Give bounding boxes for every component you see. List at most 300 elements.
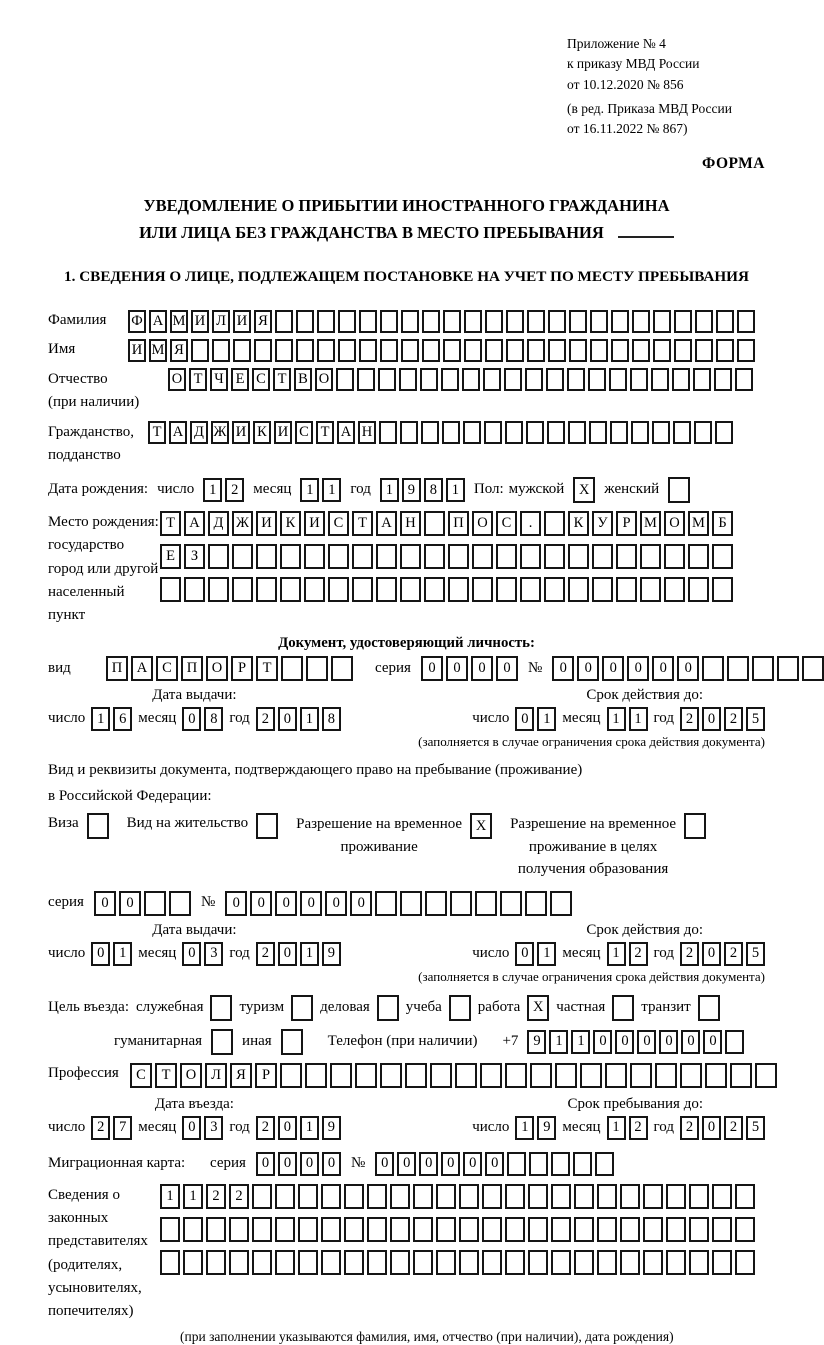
char-box[interactable]: О — [206, 656, 228, 681]
char-box[interactable]: Т — [256, 656, 278, 681]
char-box[interactable] — [616, 544, 637, 569]
char-box[interactable]: У — [592, 511, 613, 536]
char-box[interactable] — [208, 577, 229, 602]
char-box[interactable]: 1 — [537, 707, 556, 731]
char-box[interactable]: 2 — [680, 1116, 699, 1140]
char-box[interactable] — [449, 995, 471, 1021]
char-box[interactable] — [390, 1184, 410, 1209]
char-box[interactable] — [448, 544, 469, 569]
char-box[interactable]: М — [170, 310, 188, 333]
char-box[interactable]: 1 — [607, 1116, 626, 1140]
char-box[interactable] — [611, 310, 629, 333]
char-box[interactable]: 1 — [322, 478, 341, 502]
char-box[interactable]: 0 — [652, 656, 674, 681]
char-box[interactable] — [802, 656, 824, 681]
char-box[interactable] — [482, 1217, 502, 1242]
char-box[interactable] — [229, 1250, 249, 1275]
char-box[interactable]: 1 — [183, 1184, 203, 1209]
purpose-work-checkbox[interactable] — [527, 995, 549, 1021]
char-box[interactable]: . — [520, 511, 541, 536]
char-box[interactable]: Л — [212, 310, 230, 333]
char-box[interactable] — [359, 339, 377, 362]
char-box[interactable] — [338, 339, 356, 362]
migration-series-input[interactable] — [256, 1152, 341, 1176]
char-box[interactable] — [643, 1184, 663, 1209]
char-box[interactable] — [405, 1063, 427, 1088]
char-box[interactable] — [702, 656, 724, 681]
char-box[interactable] — [655, 1063, 677, 1088]
char-box[interactable]: 0 — [278, 942, 297, 966]
char-box[interactable] — [233, 339, 251, 362]
char-box[interactable] — [569, 310, 587, 333]
char-box[interactable]: 1 — [446, 478, 465, 502]
char-box[interactable] — [664, 544, 685, 569]
char-box[interactable] — [620, 1217, 640, 1242]
char-box[interactable]: 0 — [397, 1152, 416, 1176]
char-box[interactable] — [588, 368, 606, 391]
char-box[interactable] — [459, 1217, 479, 1242]
char-box[interactable] — [632, 310, 650, 333]
char-box[interactable] — [232, 544, 253, 569]
char-box[interactable]: 1 — [629, 707, 648, 731]
char-box[interactable]: 1 — [300, 478, 319, 502]
char-box[interactable]: 0 — [325, 891, 347, 916]
char-box[interactable]: 0 — [300, 1152, 319, 1176]
birth-place-input-row3[interactable] — [160, 577, 733, 602]
char-box[interactable] — [376, 544, 397, 569]
char-box[interactable] — [672, 368, 690, 391]
char-box[interactable] — [442, 421, 460, 444]
char-box[interactable] — [344, 1250, 364, 1275]
char-box[interactable] — [735, 1250, 755, 1275]
char-box[interactable] — [212, 339, 230, 362]
char-box[interactable] — [530, 1063, 552, 1088]
char-box[interactable] — [737, 339, 755, 362]
char-box[interactable]: X — [470, 813, 492, 839]
char-box[interactable] — [688, 544, 709, 569]
char-box[interactable] — [544, 511, 565, 536]
stay-day-input[interactable] — [515, 1116, 556, 1140]
char-box[interactable]: 5 — [746, 1116, 765, 1140]
char-box[interactable]: Т — [160, 511, 181, 536]
char-box[interactable] — [569, 339, 587, 362]
char-box[interactable] — [232, 577, 253, 602]
char-box[interactable] — [528, 1217, 548, 1242]
char-box[interactable] — [496, 544, 517, 569]
char-box[interactable] — [252, 1217, 272, 1242]
char-box[interactable] — [355, 1063, 377, 1088]
char-box[interactable] — [666, 1184, 686, 1209]
char-box[interactable]: 0 — [91, 942, 110, 966]
char-box[interactable] — [400, 544, 421, 569]
char-box[interactable]: А — [376, 511, 397, 536]
purpose-official-checkbox[interactable] — [210, 995, 232, 1021]
birth-place-input-row1[interactable] — [160, 511, 733, 536]
char-box[interactable] — [184, 577, 205, 602]
char-box[interactable] — [653, 310, 671, 333]
char-box[interactable] — [413, 1250, 433, 1275]
entry-year-input[interactable] — [256, 1116, 341, 1140]
char-box[interactable]: 5 — [746, 942, 765, 966]
visa-checkbox[interactable] — [87, 813, 109, 839]
char-box[interactable]: 1 — [515, 1116, 534, 1140]
char-box[interactable]: 0 — [659, 1030, 678, 1054]
char-box[interactable] — [87, 813, 109, 839]
char-box[interactable] — [450, 891, 472, 916]
char-box[interactable] — [551, 1217, 571, 1242]
char-box[interactable] — [525, 368, 543, 391]
char-box[interactable]: 0 — [471, 656, 493, 681]
char-box[interactable] — [424, 544, 445, 569]
char-box[interactable]: О — [664, 511, 685, 536]
char-box[interactable] — [525, 891, 547, 916]
char-box[interactable] — [551, 1250, 571, 1275]
char-box[interactable] — [206, 1250, 226, 1275]
char-box[interactable] — [413, 1184, 433, 1209]
char-box[interactable] — [321, 1184, 341, 1209]
char-box[interactable] — [735, 1184, 755, 1209]
char-box[interactable] — [684, 813, 706, 839]
char-box[interactable]: 2 — [229, 1184, 249, 1209]
char-box[interactable]: О — [472, 511, 493, 536]
char-box[interactable] — [367, 1250, 387, 1275]
char-box[interactable]: И — [274, 421, 292, 444]
char-box[interactable] — [448, 577, 469, 602]
char-box[interactable]: 0 — [702, 707, 721, 731]
char-box[interactable] — [506, 339, 524, 362]
char-box[interactable]: 1 — [91, 707, 110, 731]
char-box[interactable] — [390, 1250, 410, 1275]
char-box[interactable] — [344, 1217, 364, 1242]
char-box[interactable] — [737, 310, 755, 333]
char-box[interactable]: 2 — [724, 942, 743, 966]
char-box[interactable]: 0 — [278, 707, 297, 731]
entry-month-input[interactable] — [182, 1116, 223, 1140]
char-box[interactable]: С — [295, 421, 313, 444]
char-box[interactable]: 0 — [615, 1030, 634, 1054]
char-box[interactable]: Т — [189, 368, 207, 391]
char-box[interactable] — [505, 1217, 525, 1242]
char-box[interactable]: 9 — [402, 478, 421, 502]
char-box[interactable] — [160, 1250, 180, 1275]
char-box[interactable] — [357, 368, 375, 391]
char-box[interactable] — [462, 368, 480, 391]
char-box[interactable] — [689, 1217, 709, 1242]
char-box[interactable] — [344, 1184, 364, 1209]
char-box[interactable] — [321, 1217, 341, 1242]
char-box[interactable] — [352, 544, 373, 569]
char-box[interactable] — [520, 577, 541, 602]
char-box[interactable] — [712, 544, 733, 569]
char-box[interactable] — [597, 1250, 617, 1275]
char-box[interactable]: 1 — [300, 1116, 319, 1140]
identity-expiry-year-input[interactable] — [680, 707, 765, 731]
char-box[interactable] — [422, 310, 440, 333]
char-box[interactable] — [698, 995, 720, 1021]
char-box[interactable] — [620, 1184, 640, 1209]
char-box[interactable] — [580, 1063, 602, 1088]
residence-expiry-year-input[interactable] — [680, 942, 765, 966]
char-box[interactable]: 0 — [421, 656, 443, 681]
char-box[interactable] — [504, 368, 522, 391]
char-box[interactable] — [611, 339, 629, 362]
char-box[interactable]: 2 — [629, 1116, 648, 1140]
char-box[interactable]: М — [149, 339, 167, 362]
char-box[interactable] — [643, 1217, 663, 1242]
char-box[interactable]: М — [688, 511, 709, 536]
temp-residence-checkbox[interactable] — [470, 813, 492, 839]
char-box[interactable] — [574, 1250, 594, 1275]
char-box[interactable] — [730, 1063, 752, 1088]
identity-expiry-day-input[interactable] — [515, 707, 556, 731]
char-box[interactable]: 0 — [681, 1030, 700, 1054]
residence-issue-day-input[interactable] — [91, 942, 132, 966]
char-box[interactable] — [590, 310, 608, 333]
char-box[interactable]: 0 — [275, 891, 297, 916]
char-box[interactable] — [399, 368, 417, 391]
char-box[interactable]: 1 — [300, 707, 319, 731]
char-box[interactable] — [424, 577, 445, 602]
char-box[interactable]: 1 — [571, 1030, 590, 1054]
char-box[interactable] — [597, 1184, 617, 1209]
char-box[interactable]: 0 — [256, 1152, 275, 1176]
char-box[interactable] — [573, 1152, 592, 1176]
residence-number-input[interactable] — [225, 891, 572, 916]
char-box[interactable]: 0 — [577, 656, 599, 681]
char-box[interactable] — [550, 891, 572, 916]
char-box[interactable]: Д — [190, 421, 208, 444]
char-box[interactable] — [680, 1063, 702, 1088]
char-box[interactable] — [210, 995, 232, 1021]
char-box[interactable] — [548, 339, 566, 362]
char-box[interactable]: К — [253, 421, 271, 444]
doc-series-input[interactable] — [421, 656, 518, 681]
char-box[interactable] — [482, 1184, 502, 1209]
char-box[interactable] — [280, 1063, 302, 1088]
char-box[interactable] — [252, 1184, 272, 1209]
char-box[interactable] — [752, 656, 774, 681]
char-box[interactable]: 0 — [515, 707, 534, 731]
char-box[interactable] — [695, 310, 713, 333]
char-box[interactable] — [725, 1030, 744, 1054]
patronymic-input[interactable] — [168, 368, 753, 391]
char-box[interactable]: С — [252, 368, 270, 391]
char-box[interactable]: 0 — [515, 942, 534, 966]
char-box[interactable] — [160, 1217, 180, 1242]
char-box[interactable] — [280, 544, 301, 569]
entry-day-input[interactable] — [91, 1116, 132, 1140]
char-box[interactable] — [715, 421, 733, 444]
char-box[interactable]: 2 — [256, 707, 275, 731]
char-box[interactable]: X — [573, 477, 595, 503]
char-box[interactable]: А — [149, 310, 167, 333]
char-box[interactable]: А — [169, 421, 187, 444]
char-box[interactable]: 2 — [680, 707, 699, 731]
char-box[interactable]: О — [168, 368, 186, 391]
char-box[interactable] — [291, 995, 313, 1021]
char-box[interactable]: 0 — [278, 1116, 297, 1140]
char-box[interactable] — [592, 577, 613, 602]
char-box[interactable] — [208, 544, 229, 569]
char-box[interactable] — [609, 368, 627, 391]
char-box[interactable] — [256, 544, 277, 569]
char-box[interactable] — [544, 577, 565, 602]
char-box[interactable] — [567, 368, 585, 391]
char-box[interactable] — [610, 421, 628, 444]
char-box[interactable]: 9 — [527, 1030, 546, 1054]
char-box[interactable] — [612, 995, 634, 1021]
char-box[interactable] — [306, 656, 328, 681]
char-box[interactable] — [390, 1217, 410, 1242]
char-box[interactable]: 0 — [485, 1152, 504, 1176]
char-box[interactable] — [328, 544, 349, 569]
char-box[interactable] — [211, 1029, 233, 1055]
char-box[interactable] — [528, 1184, 548, 1209]
char-box[interactable] — [400, 891, 422, 916]
char-box[interactable]: 0 — [182, 942, 201, 966]
char-box[interactable] — [674, 310, 692, 333]
char-box[interactable] — [548, 310, 566, 333]
char-box[interactable]: 0 — [278, 1152, 297, 1176]
char-box[interactable] — [436, 1184, 456, 1209]
char-box[interactable]: 0 — [119, 891, 141, 916]
char-box[interactable] — [506, 310, 524, 333]
citizenship-input[interactable] — [148, 421, 733, 444]
residence-permit-checkbox[interactable] — [256, 813, 278, 839]
char-box[interactable]: 0 — [552, 656, 574, 681]
char-box[interactable] — [275, 1250, 295, 1275]
char-box[interactable] — [459, 1184, 479, 1209]
purpose-transit-checkbox[interactable] — [698, 995, 720, 1021]
char-box[interactable]: 5 — [746, 707, 765, 731]
char-box[interactable] — [144, 891, 166, 916]
char-box[interactable]: М — [640, 511, 661, 536]
purpose-other-checkbox[interactable] — [281, 1029, 303, 1055]
char-box[interactable] — [735, 368, 753, 391]
char-box[interactable] — [424, 511, 445, 536]
char-box[interactable] — [455, 1063, 477, 1088]
char-box[interactable]: С — [130, 1063, 152, 1088]
char-box[interactable] — [436, 1250, 456, 1275]
char-box[interactable] — [712, 577, 733, 602]
char-box[interactable] — [605, 1063, 627, 1088]
char-box[interactable]: Ч — [210, 368, 228, 391]
char-box[interactable]: А — [131, 656, 153, 681]
representatives-input-row3[interactable] — [160, 1250, 755, 1275]
char-box[interactable] — [367, 1217, 387, 1242]
char-box[interactable]: Я — [254, 310, 272, 333]
birth-place-input-row2[interactable] — [160, 544, 733, 569]
char-box[interactable] — [485, 339, 503, 362]
char-box[interactable]: 0 — [350, 891, 372, 916]
char-box[interactable] — [668, 477, 690, 503]
char-box[interactable] — [317, 339, 335, 362]
char-box[interactable] — [547, 421, 565, 444]
char-box[interactable] — [529, 1152, 548, 1176]
char-box[interactable] — [555, 1063, 577, 1088]
char-box[interactable] — [482, 1250, 502, 1275]
char-box[interactable]: Т — [273, 368, 291, 391]
char-box[interactable]: 1 — [607, 942, 626, 966]
char-box[interactable] — [421, 421, 439, 444]
char-box[interactable]: 2 — [206, 1184, 226, 1209]
representatives-input-row1[interactable] — [160, 1184, 755, 1209]
char-box[interactable]: А — [184, 511, 205, 536]
char-box[interactable] — [275, 310, 293, 333]
char-box[interactable] — [183, 1217, 203, 1242]
char-box[interactable] — [632, 339, 650, 362]
char-box[interactable] — [505, 421, 523, 444]
char-box[interactable] — [401, 339, 419, 362]
char-box[interactable] — [653, 339, 671, 362]
char-box[interactable] — [694, 421, 712, 444]
char-box[interactable] — [331, 656, 353, 681]
char-box[interactable]: А — [337, 421, 355, 444]
char-box[interactable]: 0 — [602, 656, 624, 681]
char-box[interactable] — [630, 1063, 652, 1088]
char-box[interactable] — [169, 891, 191, 916]
char-box[interactable]: 0 — [94, 891, 116, 916]
char-box[interactable] — [483, 368, 501, 391]
char-box[interactable] — [712, 1250, 732, 1275]
purpose-business-checkbox[interactable] — [377, 995, 399, 1021]
char-box[interactable]: Л — [205, 1063, 227, 1088]
char-box[interactable]: И — [304, 511, 325, 536]
char-box[interactable]: П — [106, 656, 128, 681]
char-box[interactable] — [693, 368, 711, 391]
char-box[interactable]: В — [294, 368, 312, 391]
char-box[interactable] — [589, 421, 607, 444]
char-box[interactable]: 0 — [441, 1152, 460, 1176]
char-box[interactable]: Е — [231, 368, 249, 391]
char-box[interactable] — [256, 813, 278, 839]
purpose-humanitarian-checkbox[interactable] — [211, 1029, 233, 1055]
char-box[interactable]: 0 — [182, 707, 201, 731]
sex-female-checkbox[interactable] — [668, 477, 690, 503]
char-box[interactable] — [401, 310, 419, 333]
char-box[interactable] — [191, 339, 209, 362]
char-box[interactable] — [597, 1217, 617, 1242]
char-box[interactable]: З — [184, 544, 205, 569]
char-box[interactable] — [379, 421, 397, 444]
char-box[interactable] — [464, 310, 482, 333]
char-box[interactable] — [666, 1217, 686, 1242]
char-box[interactable]: 0 — [703, 1030, 722, 1054]
char-box[interactable] — [520, 544, 541, 569]
doc-number-input[interactable] — [552, 656, 824, 681]
char-box[interactable] — [422, 339, 440, 362]
char-box[interactable] — [551, 1184, 571, 1209]
residence-issue-month-input[interactable] — [182, 942, 223, 966]
char-box[interactable]: Ж — [211, 421, 229, 444]
char-box[interactable]: 8 — [204, 707, 223, 731]
char-box[interactable] — [568, 544, 589, 569]
identity-issue-day-input[interactable] — [91, 707, 132, 731]
birth-month-input[interactable] — [300, 478, 341, 502]
char-box[interactable] — [640, 544, 661, 569]
char-box[interactable] — [480, 1063, 502, 1088]
char-box[interactable]: Б — [712, 511, 733, 536]
char-box[interactable] — [160, 577, 181, 602]
char-box[interactable]: 0 — [593, 1030, 612, 1054]
char-box[interactable]: 0 — [637, 1030, 656, 1054]
char-box[interactable] — [695, 339, 713, 362]
char-box[interactable] — [527, 310, 545, 333]
char-box[interactable] — [574, 1217, 594, 1242]
char-box[interactable] — [459, 1250, 479, 1275]
char-box[interactable] — [229, 1217, 249, 1242]
char-box[interactable] — [298, 1217, 318, 1242]
